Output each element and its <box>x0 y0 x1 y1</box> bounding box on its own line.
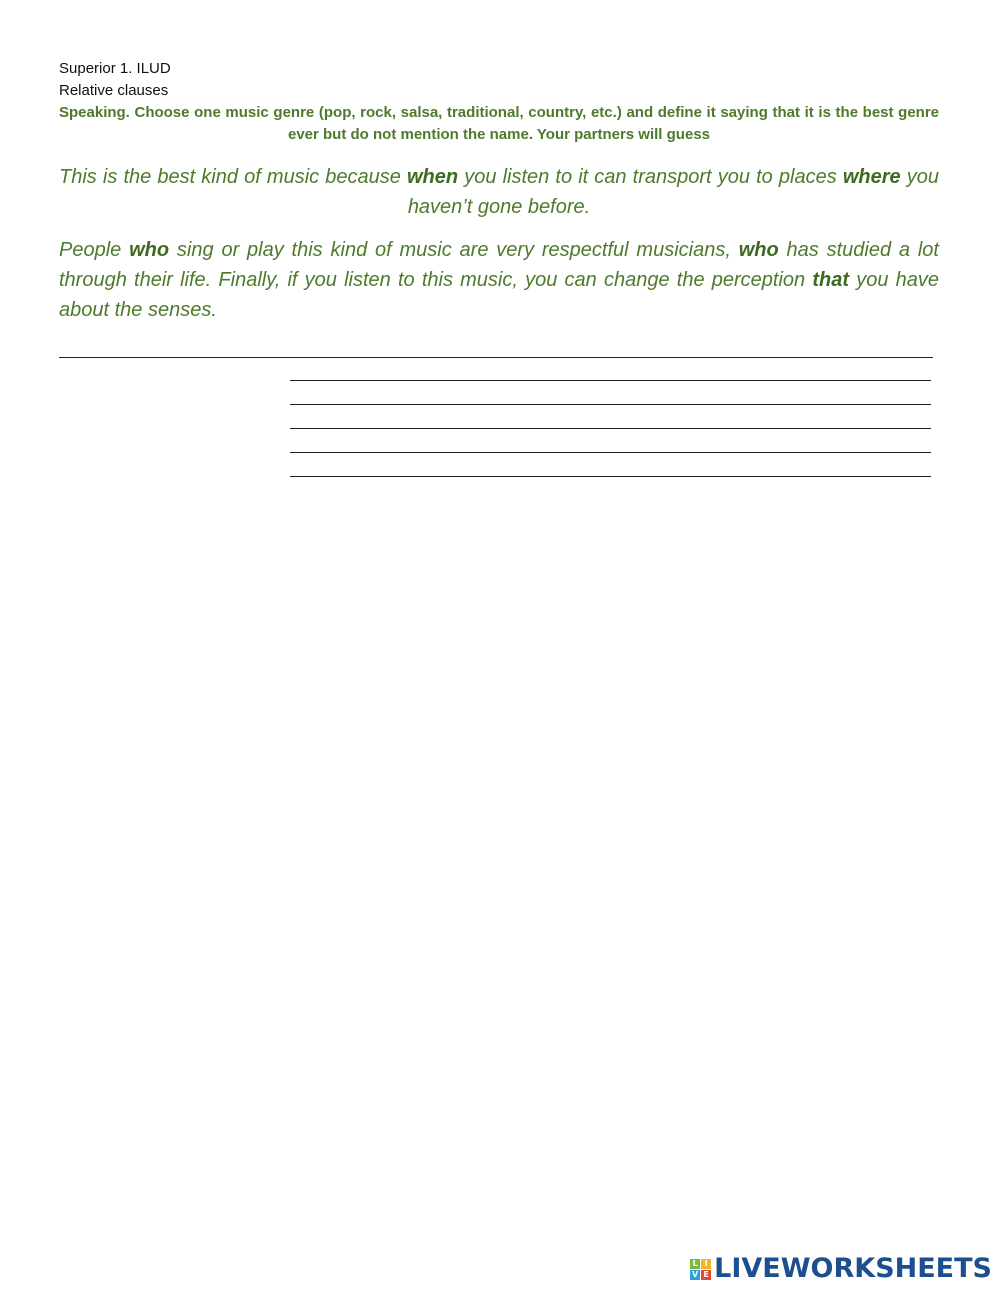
example-paragraph-2: People who sing or play this kind of music are very respectful musicians, who has studied a lot through their life. Finally, if you listen to this music, you can change the perception that you have about the senses. <box>59 239 940 321</box>
keyword-when: when <box>406 166 459 188</box>
answer-line-6[interactable] <box>290 476 931 477</box>
example-paragraph-1: This is the best kind of music because when you listen to it can transport you to places where you haven’t gone before. <box>59 166 939 218</box>
liveworksheets-brand <box>690 1254 992 1284</box>
answer-line-3[interactable] <box>290 404 931 405</box>
keyword-who-2: who <box>738 239 779 261</box>
logo-letter: L <box>690 1259 700 1269</box>
logo-letter: V <box>692 1269 699 1279</box>
answer-line-4[interactable] <box>290 428 931 429</box>
keyword-where: where <box>842 166 901 188</box>
keyword-who: who <box>129 239 170 261</box>
answer-line-1[interactable] <box>59 357 933 358</box>
instructions: Speaking. Choose one music genre (pop, rock, salsa, traditional, country, etc.) and define it saying that it is the best genre ever but do not mention the name. Your partners will guess <box>59 104 939 143</box>
course-title: Superior 1. ILUD <box>59 60 171 77</box>
brand-name: LIVEWORKSHEETS <box>714 1253 992 1284</box>
logo-letter: E <box>701 1270 711 1280</box>
topic-title: Relative clauses <box>59 82 169 99</box>
keyword-that: that <box>812 269 850 291</box>
logo-letter: I <box>701 1259 711 1269</box>
answer-line-5[interactable] <box>290 452 931 453</box>
answer-line-2[interactable] <box>290 380 931 381</box>
liveworksheets-logo-icon <box>690 1259 711 1280</box>
